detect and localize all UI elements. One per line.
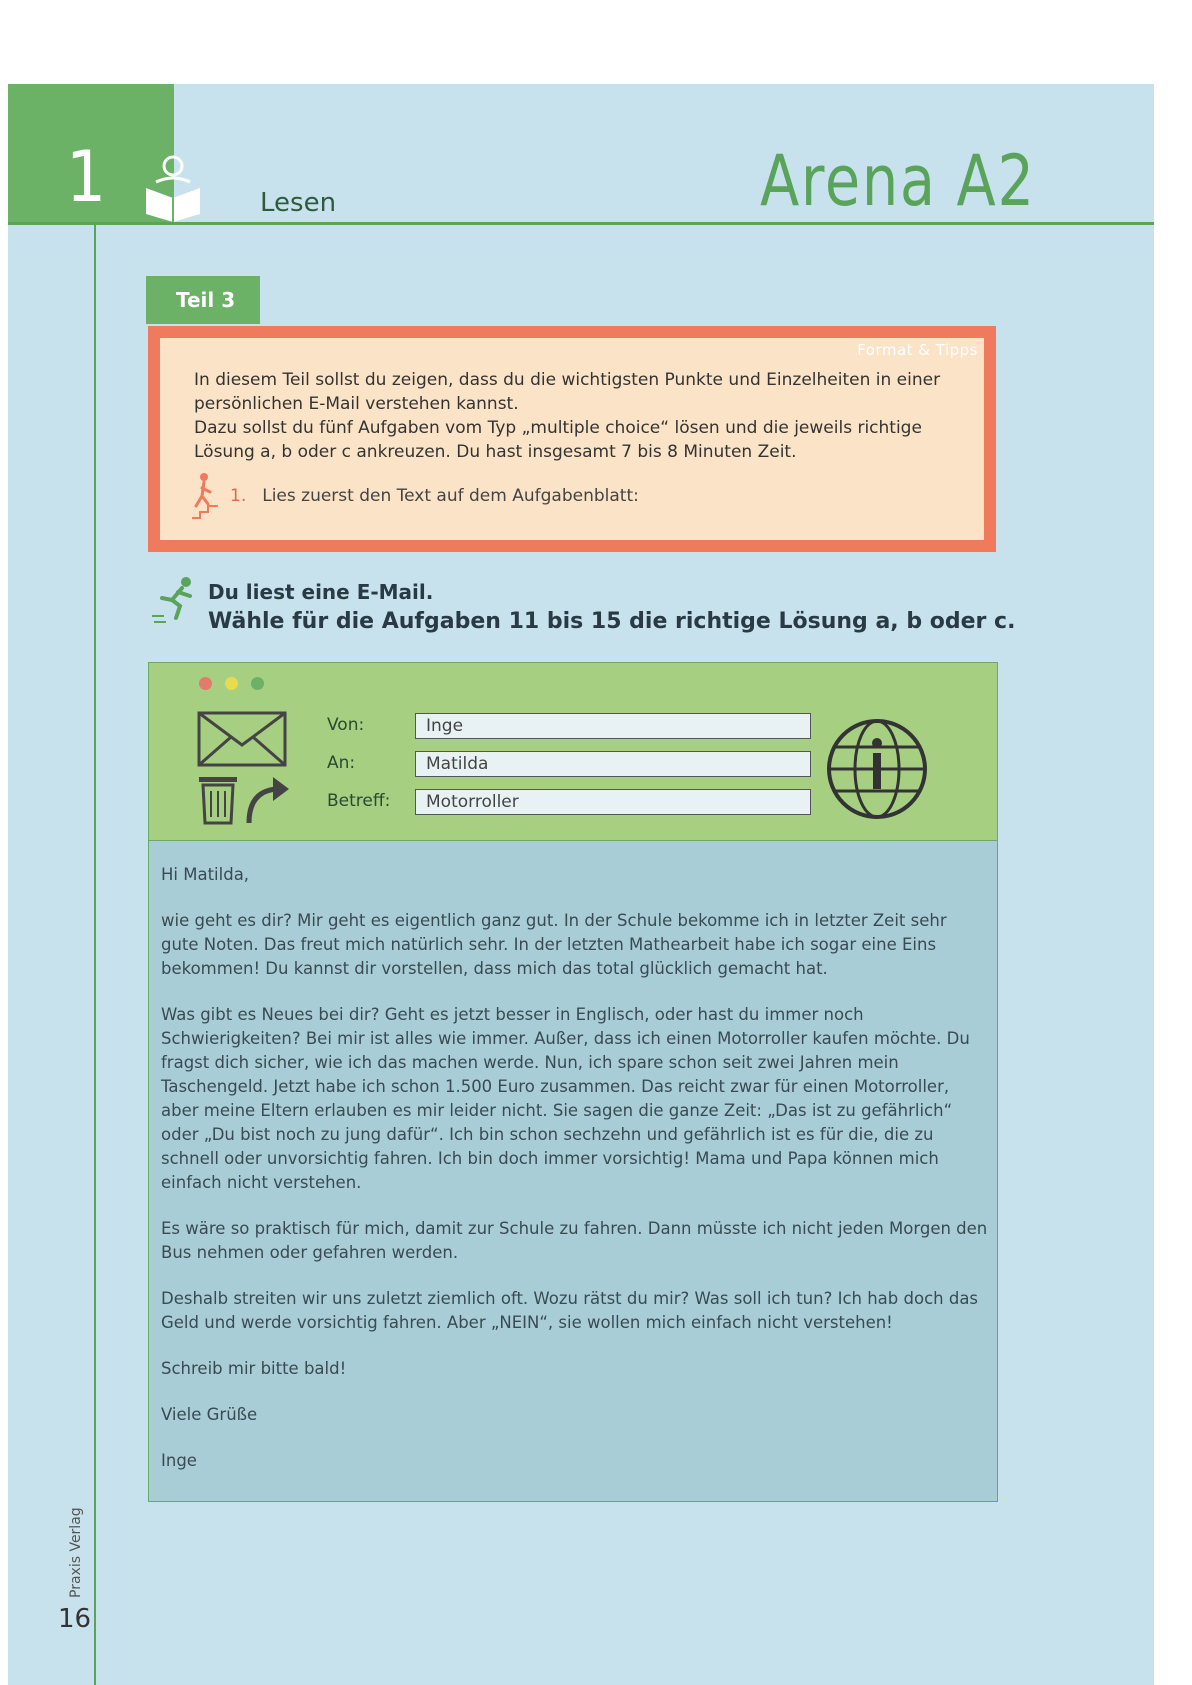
email-closing: Viele Grüße bbox=[161, 1405, 258, 1424]
subject-field[interactable]: Motorroller bbox=[415, 789, 811, 815]
task-instruction-1: Du liest eine E-Mail. bbox=[208, 580, 434, 604]
from-label: Von: bbox=[327, 715, 365, 735]
brand-title: Arena A2 bbox=[760, 140, 1036, 222]
publisher-label: Praxis Verlag bbox=[68, 1507, 84, 1598]
format-tips-box bbox=[148, 326, 996, 552]
intro-line: Lösung a, b oder c ankreuzen. Du hast insgesamt 7 bis 8 Minuten Zeit. bbox=[194, 442, 797, 462]
teil-badge: Teil 3 bbox=[146, 276, 260, 324]
email-greeting: Hi Matilda, bbox=[161, 865, 250, 884]
email-signature: Inge bbox=[161, 1451, 197, 1470]
email-paragraph: Es wäre so praktisch für mich, damit zur Schule zu fahren. Dann müsste ich nicht jeden Morgen den Bus nehmen oder gefahren werden. bbox=[161, 1219, 988, 1262]
email-header bbox=[149, 663, 997, 841]
trash-icon bbox=[197, 773, 239, 825]
email-paragraph: Deshalb streiten wir uns zuletzt ziemlich oft. Wozu rätst du mir? Was soll ich tun? Ich hab doch das Geld und werde vorsichtig fahren. Aber „NEIN“, sie wollen mich einfach nicht verstehen! bbox=[161, 1289, 979, 1332]
from-field[interactable]: Inge bbox=[415, 713, 811, 739]
to-field[interactable]: Matilda bbox=[415, 751, 811, 777]
format-tips-tag: Format & Tipps bbox=[857, 341, 978, 359]
book-reader-icon bbox=[142, 152, 204, 222]
window-close-dot bbox=[199, 677, 212, 690]
window-maximize-dot bbox=[251, 677, 264, 690]
tip-number: 1. bbox=[230, 486, 247, 506]
globe-info-icon bbox=[825, 717, 929, 821]
tip-text: Lies zuerst den Text auf dem Aufgabenblatt: bbox=[262, 486, 639, 506]
task-instruction-2: Wähle für die Aufgaben 11 bis 15 die richtige Lösung a, b oder c. bbox=[208, 609, 1016, 634]
email-body bbox=[161, 863, 989, 1495]
chapter-number: 1 bbox=[66, 136, 107, 218]
header-divider bbox=[8, 222, 1154, 225]
email-window bbox=[148, 662, 998, 1502]
forward-arrow-icon bbox=[243, 773, 291, 825]
runner-icon bbox=[150, 576, 198, 624]
tip-row bbox=[190, 472, 639, 520]
email-paragraph: wie geht es dir? Mir geht es eigentlich ganz gut. In der Schule bekomme ich in letzter Zeit sehr gute Noten. Das freut mich natürlich sehr. In der letzten Mathearbeit habe ich sogar eine Eins bekommen! Du kannst dir vorstellen, dass mich das total glücklich gemacht hat. bbox=[161, 911, 947, 978]
subject-label: Betreff: bbox=[327, 791, 391, 811]
email-paragraph: Schreib mir bitte bald! bbox=[161, 1359, 347, 1378]
intro-text bbox=[194, 368, 954, 464]
envelope-icon bbox=[197, 711, 287, 767]
page-number: 16 bbox=[58, 1604, 92, 1634]
intro-line: In diesem Teil sollst du zeigen, dass du die wichtigsten Punkte und Einzelheiten in einer bbox=[194, 370, 941, 390]
section-label: Lesen bbox=[260, 188, 337, 218]
stairs-walker-icon bbox=[190, 472, 222, 520]
intro-line: persönlichen E-Mail verstehen kannst. bbox=[194, 394, 519, 414]
intro-line: Dazu sollst du fünf Aufgaben vom Typ „multiple choice“ lösen und die jeweils richtige bbox=[194, 418, 922, 438]
email-paragraph: Was gibt es Neues bei dir? Geht es jetzt besser in Englisch, oder hast du immer noch Schwierigkeiten? Bei mir ist alles wie immer. Außer, dass ich einen Motorroller kaufen möchte. Du fragst dich sicher, wie ich das machen werde. Nun, ich spare schon seit zwei Jahren mein Taschengeld. Jetzt habe ich schon 1.500 Euro zusammen. Das reicht zwar für einen Motorroller, aber meine Eltern erlauben es mir leider nicht. Sie sagen die ganze Zeit: „Das ist zu gefährlich“ oder „Du bist noch zu jung dafür“. Ich bin schon sechzehn und gefährlich ist es für die, die zu schnell oder unvorsichtig fahren. Ich bin doch immer vorsichtig! Mama und Papa können mich einfach nicht verstehen. bbox=[161, 1005, 970, 1192]
side-divider bbox=[94, 222, 96, 1685]
window-minimize-dot bbox=[225, 677, 238, 690]
to-label: An: bbox=[327, 753, 356, 773]
